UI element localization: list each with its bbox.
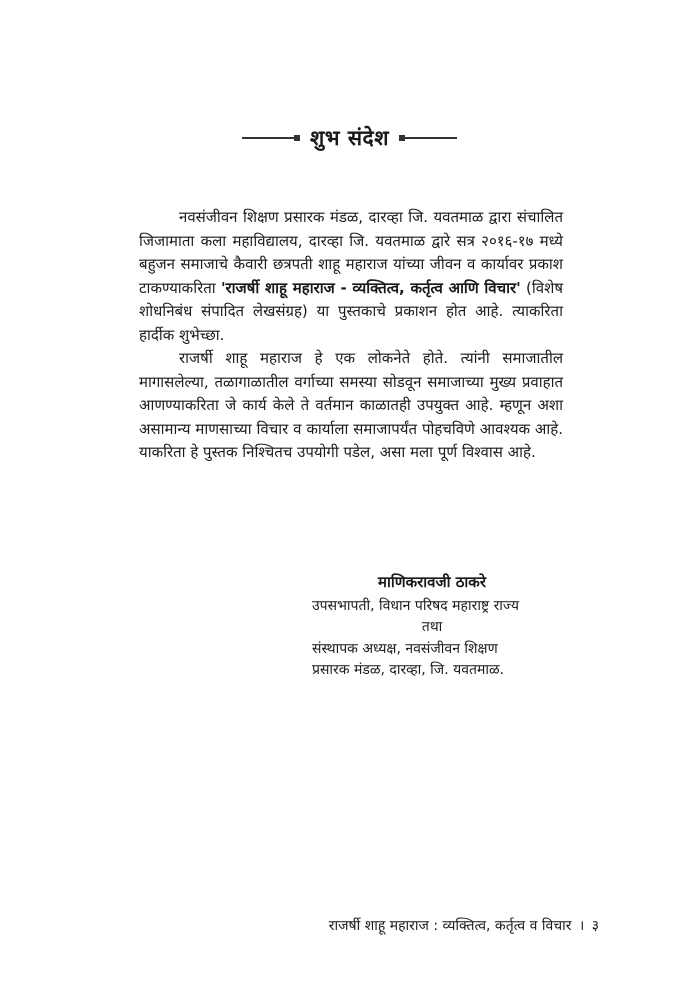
left-ornament-rule	[242, 135, 300, 141]
page-footer	[329, 916, 599, 935]
paragraph-2: राजर्षी शाहू महाराज हे एक लोकनेते होते. त्यांनी समाजातील मागासलेल्या, तळागाळातील वर्गाच्या समस्या सोडवून समाजाच्या मुख्य प्रवाहात आणण्याकरिता जे कार्य केले ते वर्तमान काळातही उपयुक्त आहे. म्हणून अशा असामान्य माणसाच्या विचार व कार्याला समाजापर्यंत पोहचविणे आवश्यक आहे. याकरिता हे पुस्तक निश्चितच उपयोगी पडेल, असा मला पूर्ण विश्वास आहे.	[139, 349, 563, 461]
paragraph-1	[139, 206, 563, 347]
rule-square-ornament	[294, 135, 300, 141]
message-body	[139, 206, 563, 465]
signatory-conjunction: तथा	[421, 619, 443, 635]
paragraph-1-text-end: (विशेष शोधनिबंध संपादित लेखसंग्रह) या पुस्तकाचे प्रकाशन होत आहे. त्याकरिता हार्दीक शुभेच्छा.	[139, 278, 563, 344]
footer-separator: ।	[578, 918, 585, 934]
running-title: राजर्षी शाहू महाराज : व्यक्तित्व, कर्तृत्व व विचार	[328, 918, 572, 934]
book-title: 'राजर्षी शाहू महाराज - व्यक्तित्व, कर्तृत्व आणि विचार'	[220, 278, 521, 297]
page-number: ३	[591, 918, 599, 934]
page-title: शुभ संदेश	[310, 126, 389, 150]
rule-line	[242, 137, 294, 139]
heading-row	[0, 124, 699, 152]
signatory-designation-2: संस्थापक अध्यक्ष, नवसंजीवन शिक्षण	[312, 640, 498, 657]
signatory-name: माणिकरावजी ठाकरे	[378, 573, 486, 591]
right-ornament-rule	[399, 135, 457, 141]
signatory-designation-1: उपसभापती, विधान परिषद महाराष्ट्र राज्य	[312, 597, 520, 614]
signature-block	[312, 572, 572, 682]
rule-line	[405, 137, 457, 139]
paragraph-1-text-start: नवसंजीवन शिक्षण प्रसारक मंडळ, दारव्हा जि. यवतमाळ द्वारा संचालित जिजामाता कला महाविद्यालय, दारव्हा जि. यवतमाळ द्वारे सत्र २०१६-१७ मध्ये बहुजन समाजाचे कैवारी छत्रपती शाहू महाराज यांच्या जीवन व कार्यावर प्रकाश टाकण्याकरिता	[139, 208, 563, 297]
signatory-designation-3: प्रसारक मंडळ, दारव्हा, जि. यवतमाळ.	[312, 662, 505, 678]
